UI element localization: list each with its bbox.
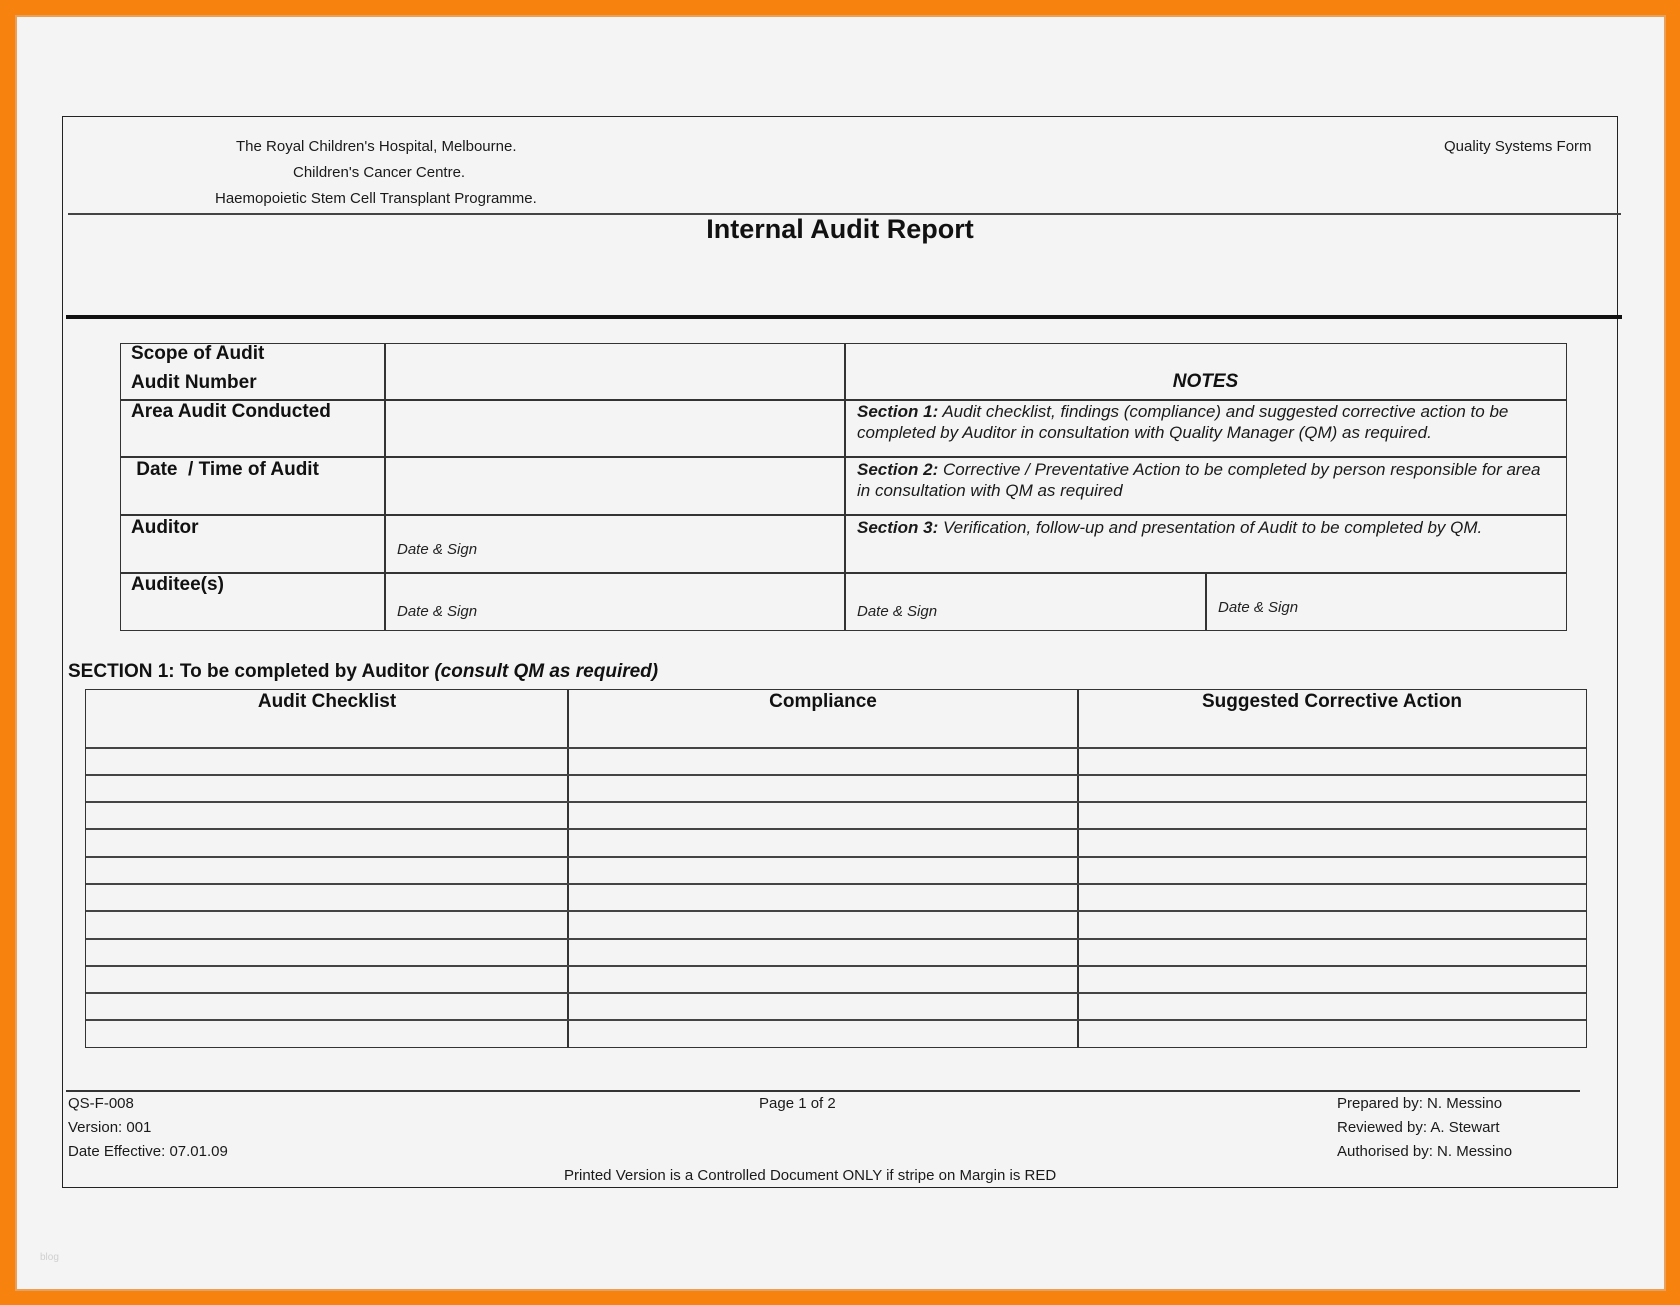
scope-input-cell[interactable]: [384, 343, 846, 401]
notes-section-3-label: Section 3:: [857, 518, 939, 537]
table-row-divider: [86, 747, 1586, 749]
notes-section-3-text: Verification, follow-up and presentation of Audit to be completed by QM.: [938, 518, 1483, 537]
table-row-divider: [86, 883, 1586, 885]
area-input-cell[interactable]: [384, 399, 846, 458]
label-area-audit-conducted: Area Audit Conducted: [131, 401, 331, 422]
doc-version: Version: 001: [68, 1119, 152, 1136]
table-row-divider: [86, 774, 1586, 776]
watermark: blog: [40, 1252, 59, 1263]
table-row-divider: [86, 965, 1586, 967]
notes-section-2: [857, 459, 1557, 501]
label-scope-of-audit: Scope of Audit: [131, 343, 265, 364]
page-number: Page 1 of 2: [759, 1095, 836, 1112]
table-row-divider: [86, 938, 1586, 940]
org-line-programme: Haemopoietic Stem Cell Transplant Programme.: [215, 190, 537, 207]
auditee-date-sign-hint-1: Date & Sign: [397, 603, 478, 620]
table-row-divider: [86, 1019, 1586, 1021]
form-type-label: Quality Systems Form: [1444, 138, 1592, 155]
auditor-date-sign-hint: Date & Sign: [397, 541, 478, 558]
auditee-sign-cell-2[interactable]: [844, 572, 1207, 631]
section-1-subtitle: (consult QM as required): [434, 661, 659, 682]
label-auditees: Auditee(s): [131, 574, 224, 595]
table-row-divider: [86, 992, 1586, 994]
date-effective: Date Effective: 07.01.09: [68, 1143, 228, 1160]
section-1-title: SECTION 1: To be completed by Auditor: [68, 661, 435, 682]
column-header-suggested-corrective-action: Suggested Corrective Action: [1201, 691, 1463, 712]
page-title: Internal Audit Report: [706, 214, 974, 244]
notes-section-1-text: Audit checklist, findings (compliance) and suggested corrective action to be completed by Auditor in consultation with Quality Manager (QM) as required.: [857, 402, 1509, 442]
label-auditor: Auditor: [131, 517, 199, 538]
reviewed-by: Reviewed by: A. Stewart: [1337, 1119, 1500, 1136]
authorised-by: Authorised by: N. Messino: [1337, 1143, 1513, 1160]
table-row-divider: [86, 801, 1586, 803]
notes-section-2-text: Corrective / Preventative Action to be completed by person responsible for area in consultation with QM as required: [857, 460, 1541, 500]
title-divider: [66, 315, 1622, 319]
org-line-hospital: The Royal Children's Hospital, Melbourne.: [236, 138, 517, 155]
auditee-date-sign-hint-3: Date & Sign: [1218, 599, 1299, 616]
audit-checklist-table: [85, 689, 1587, 1048]
doc-code: QS-F-008: [68, 1095, 134, 1112]
notes-section-2-label: Section 2:: [857, 460, 939, 479]
datetime-input-cell[interactable]: [384, 456, 846, 516]
notes-section-1-label: Section 1:: [857, 402, 939, 421]
auditee-date-sign-hint-2: Date & Sign: [857, 603, 938, 620]
table-row-divider: [86, 856, 1586, 858]
auditee-sign-cell-1[interactable]: [384, 572, 846, 631]
notes-section-3: [857, 517, 1557, 538]
controlled-document-notice: Printed Version is a Controlled Document ONLY if stripe on Margin is RED: [564, 1167, 1057, 1184]
org-line-centre: Children's Cancer Centre.: [293, 164, 466, 181]
notes-section-1: [857, 401, 1557, 443]
label-audit-number: Audit Number: [131, 372, 257, 393]
prepared-by: Prepared by: N. Messino: [1337, 1095, 1503, 1112]
section-1-heading: [68, 661, 658, 683]
table-row-divider: [86, 910, 1586, 912]
label-date-time-of-audit: Date / Time of Audit: [131, 459, 319, 480]
column-header-compliance: Compliance: [769, 691, 877, 712]
column-header-audit-checklist: Audit Checklist: [257, 691, 397, 712]
table-row-divider: [86, 828, 1586, 830]
notes-heading: NOTES: [1172, 371, 1239, 392]
footer-divider: [66, 1090, 1580, 1092]
